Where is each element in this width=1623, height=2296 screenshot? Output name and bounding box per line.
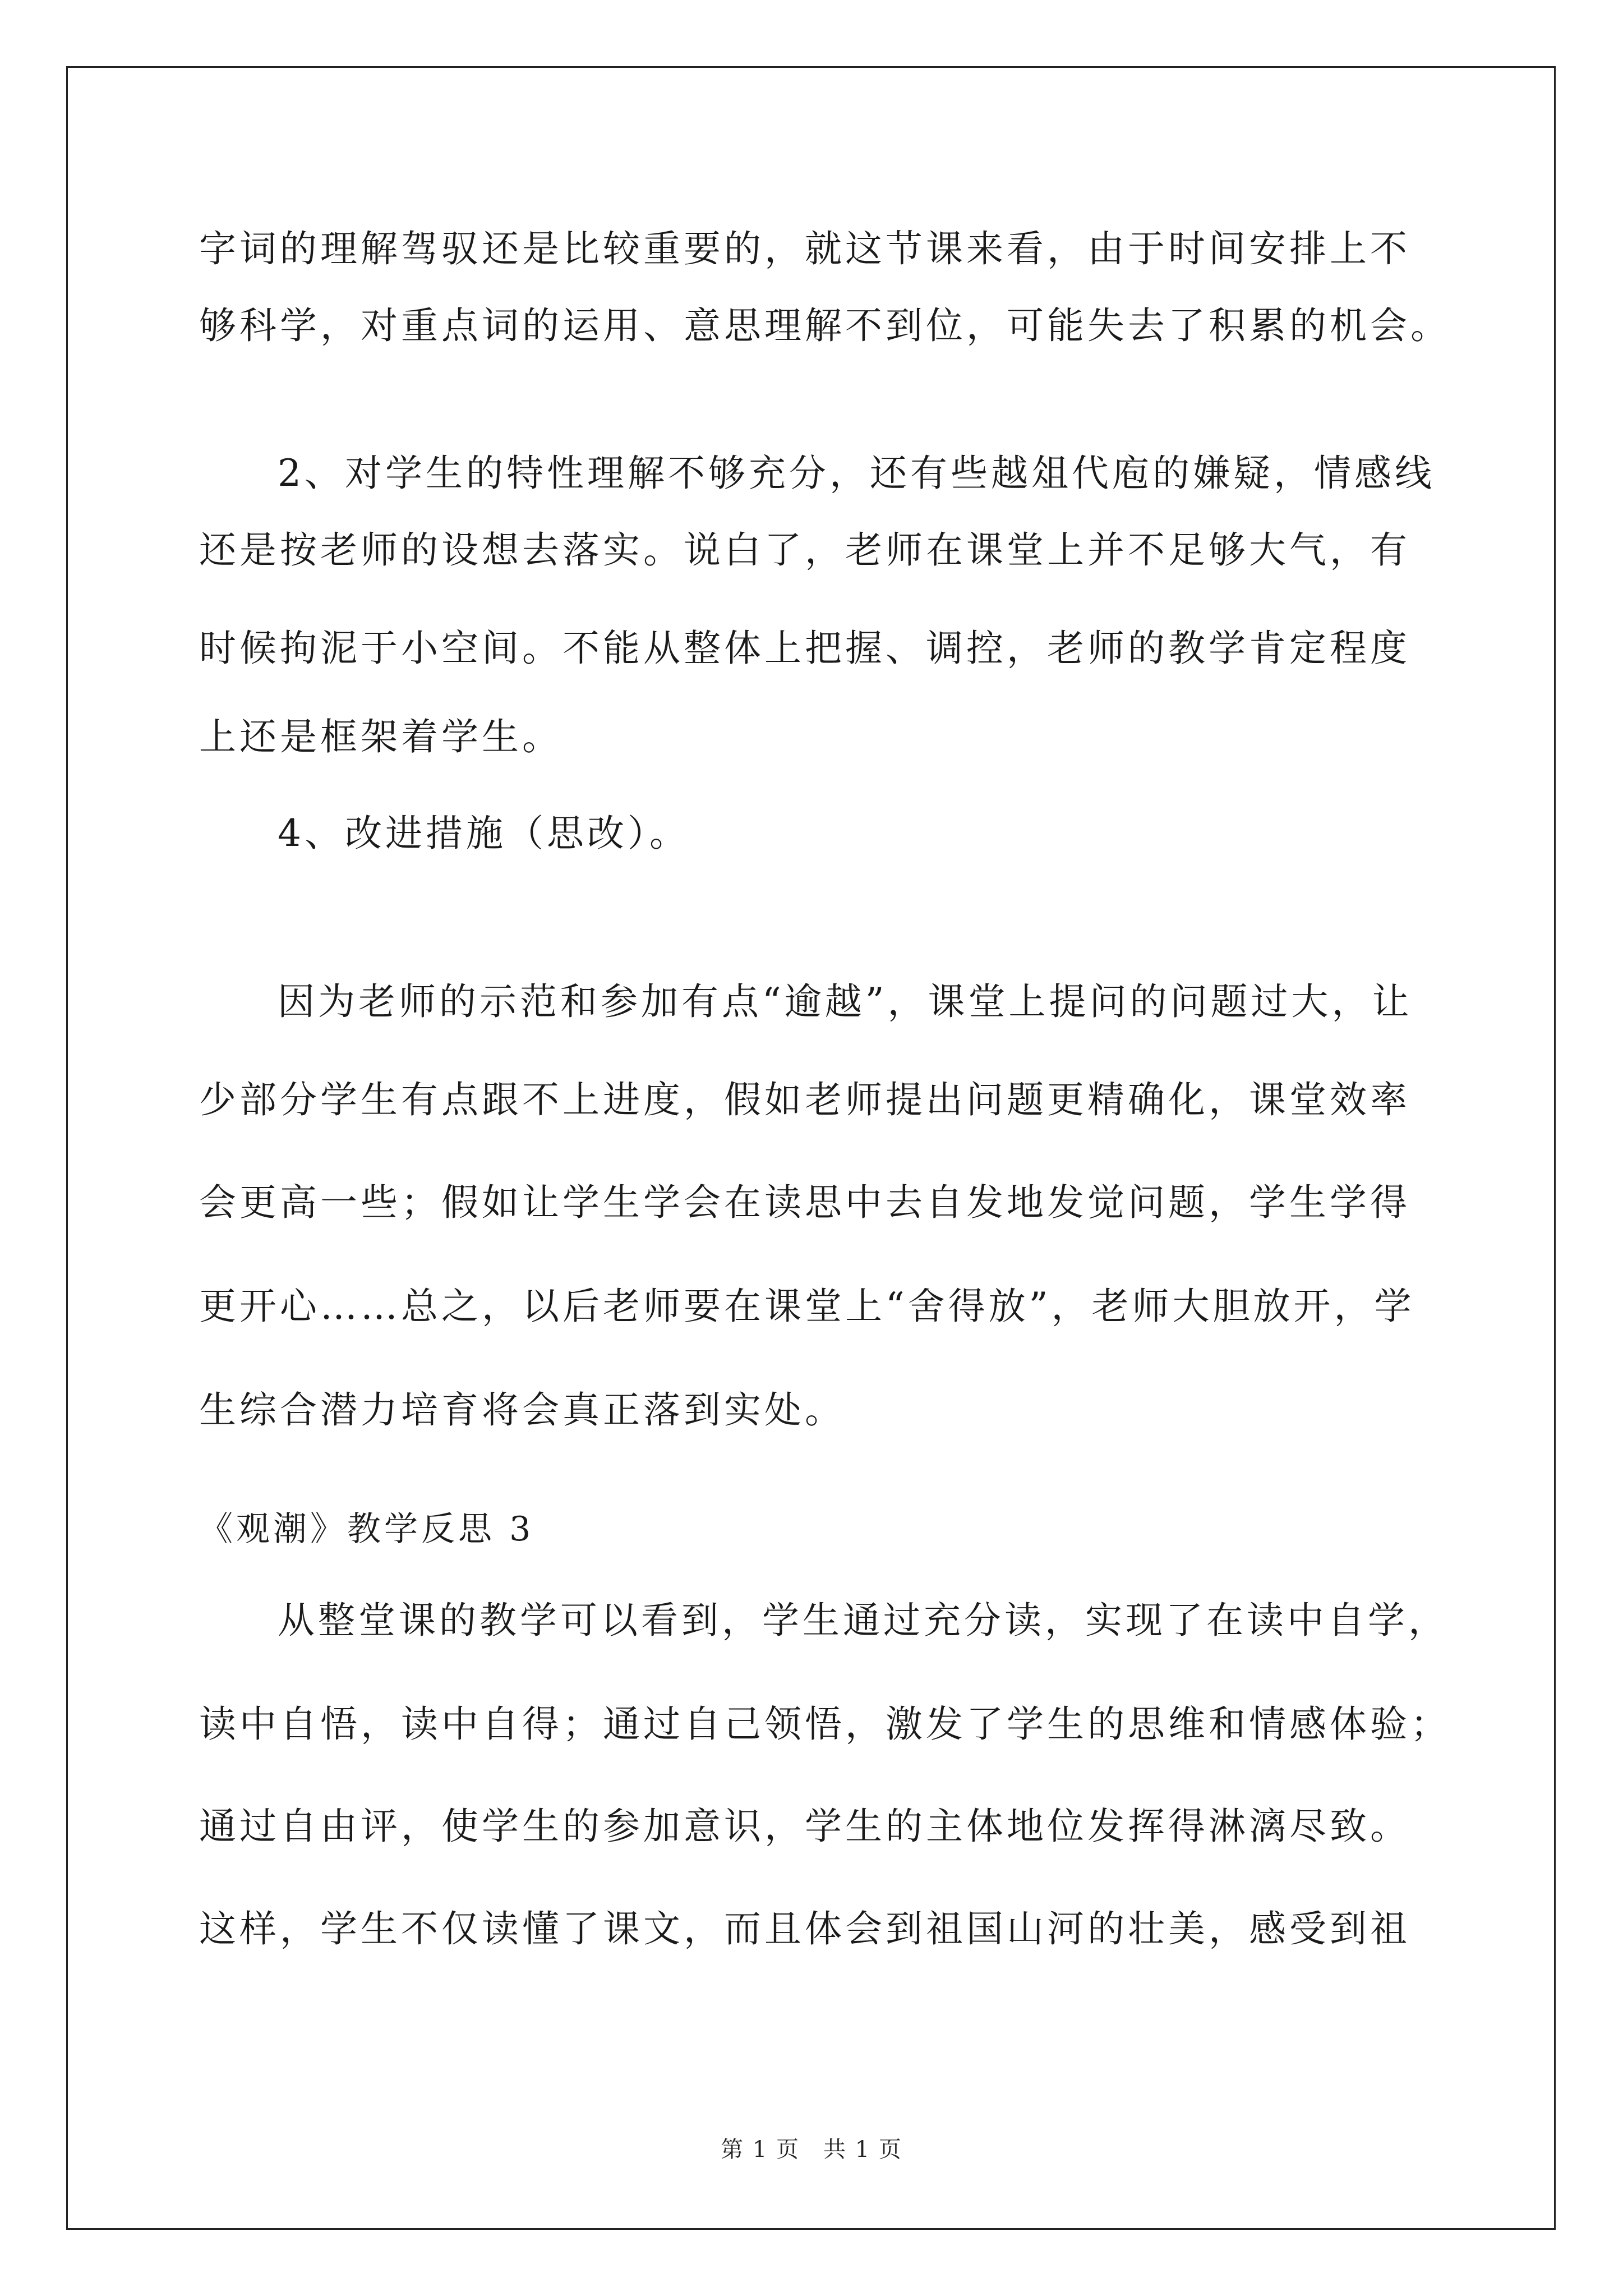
paragraph-line: 通过自由评，使学生的参加意识，学生的主体地位发挥得淋漓尽致。 bbox=[199, 1805, 1410, 1848]
section-heading: 《观潮》教学反思 3 bbox=[199, 1510, 534, 1549]
paragraph-line: 更开心……总之，以后老师要在课堂上“舍得放”，老师大胆放开，学 bbox=[199, 1285, 1415, 1328]
paragraph-line: 从整堂课的教学可以看到，学生通过充分读，实现了在读中自学， bbox=[278, 1599, 1449, 1642]
paragraph-line: 上还是框架着学生。 bbox=[199, 715, 562, 758]
paragraph-line: 这样，学生不仅读懂了课文，而且体会到祖国山河的壮美，感受到祖 bbox=[199, 1907, 1410, 1950]
paragraph-line: 2、对学生的特性理解不够充分，还有些越俎代庖的嫌疑，情感线 bbox=[278, 452, 1435, 495]
paragraph-line: 因为老师的示范和参加有点“逾越”，课堂上提问的问题过大，让 bbox=[278, 980, 1413, 1023]
paragraph-line: 时候拘泥于小空间。不能从整体上把握、调控，老师的教学肯定程度 bbox=[199, 627, 1410, 670]
paragraph-line: 还是按老师的设想去落实。说白了，老师在课堂上并不足够大气，有 bbox=[199, 528, 1410, 572]
paragraph-line: 字词的理解驾驭还是比较重要的，就这节课来看，由于时间安排上不 bbox=[199, 227, 1410, 270]
paragraph-line: 少部分学生有点跟不上进度，假如老师提出问题更精确化，课堂效率 bbox=[199, 1078, 1410, 1121]
paragraph-line: 够科学，对重点词的运用、意思理解不到位，可能失去了积累的机会。 bbox=[199, 304, 1451, 347]
paragraph-line: 读中自悟，读中自得；通过自己领悟，激发了学生的思维和情感体验； bbox=[199, 1703, 1451, 1746]
paragraph-line: 会更高一些；假如让学生学会在读思中去自发地发觉问题，学生学得 bbox=[199, 1181, 1410, 1224]
paragraph-line: 4、改进措施（思改）。 bbox=[278, 812, 690, 855]
paragraph-line: 生综合潜力培育将会真正落到实处。 bbox=[199, 1388, 845, 1432]
page-footer: 第 1 页 共 1 页 bbox=[721, 2137, 902, 2162]
